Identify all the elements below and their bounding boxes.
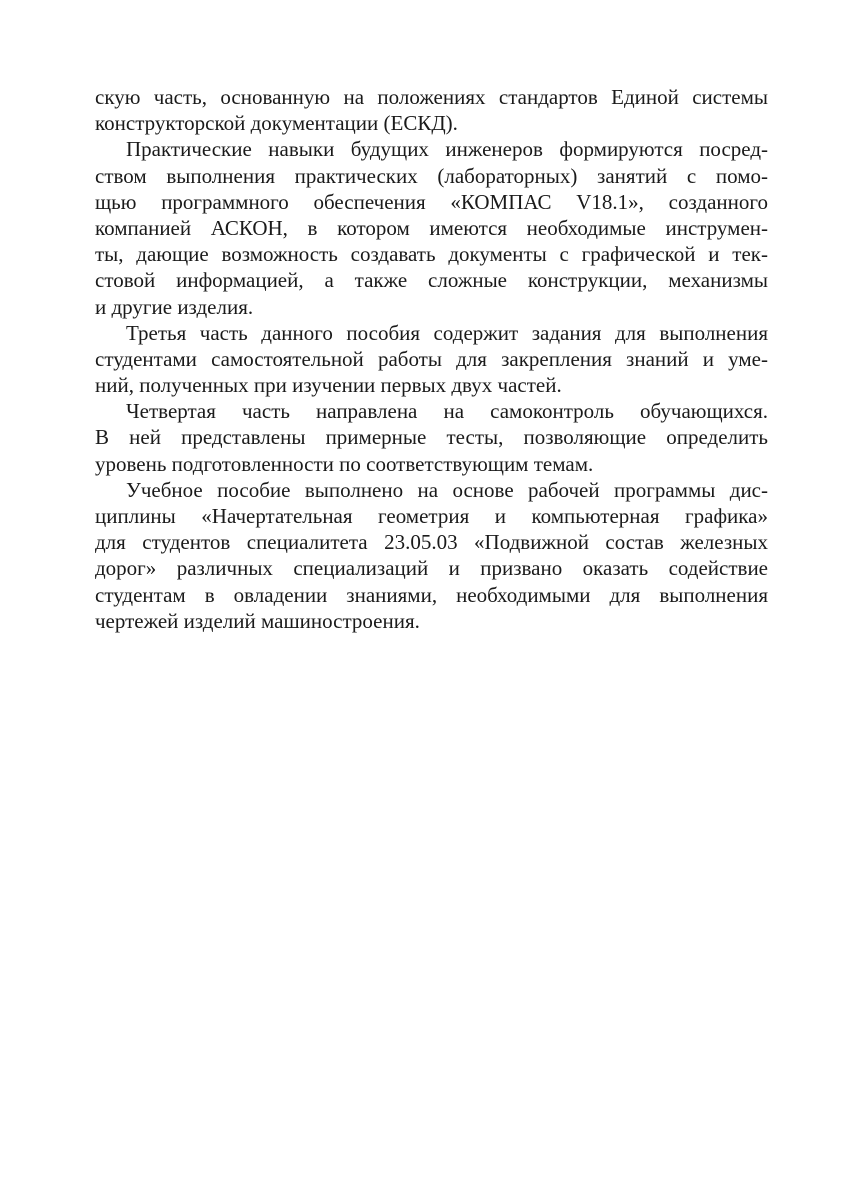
text-line: ты, дающие возможность создавать документы с графической и тек- <box>95 242 768 267</box>
text-line: студентами самостоятельной работы для закрепления знаний и уме- <box>95 346 768 371</box>
text-line: для студентов специалитета 23.05.03 «Подвижной состав железных <box>95 530 768 555</box>
text-line: скую часть, основанную на положениях стандартов Единой системы <box>95 85 768 109</box>
paragraph-1-continuation <box>95 84 768 136</box>
text-line: В ней представлены примерные тесты, позволяющие определить <box>95 425 768 450</box>
text-line: ством выполнения практических (лабораторных) занятий с помо- <box>95 163 768 188</box>
text-line: дорог» различных специализаций и призвано оказать содействие <box>95 556 768 581</box>
text-line: чертежей изделий машиностроения. <box>95 608 420 633</box>
text-line: Третья часть данного пособия содержит задания для выполнения <box>126 320 768 345</box>
text-line: ний, полученных при изучении первых двух частей. <box>95 373 562 398</box>
text-line: щью программного обеспечения «КОМПАС V18.1», созданного <box>95 189 768 214</box>
text-line: компанией АСКОН, в котором имеются необходимые инструмен- <box>95 215 768 240</box>
paragraph-5 <box>95 477 768 634</box>
text-line: и другие изделия. <box>95 294 254 319</box>
text-line: циплины «Начертательная геометрия и компьютерная графика» <box>95 504 768 528</box>
paragraph-4 <box>95 398 768 477</box>
text-line: Четвертая часть направлена на самоконтроль обучающихся. <box>126 399 768 424</box>
body-text <box>95 84 768 634</box>
text-line: уровень подготовленности по соответствующим темам. <box>95 451 594 476</box>
text-line: Практические навыки будущих инженеров формируются посред- <box>126 137 768 162</box>
text-line: конструкторской документации (ЕСКД). <box>95 111 458 136</box>
text-line: Учебное пособие выполнено на основе рабочей программы дис- <box>126 477 768 502</box>
paragraph-3 <box>95 320 768 399</box>
paragraph-2 <box>95 136 768 319</box>
text-line: студентам в овладении знаниями, необходимыми для выполнения <box>95 582 768 607</box>
text-line: стовой информацией, а также сложные конструкции, механизмы <box>95 268 768 293</box>
